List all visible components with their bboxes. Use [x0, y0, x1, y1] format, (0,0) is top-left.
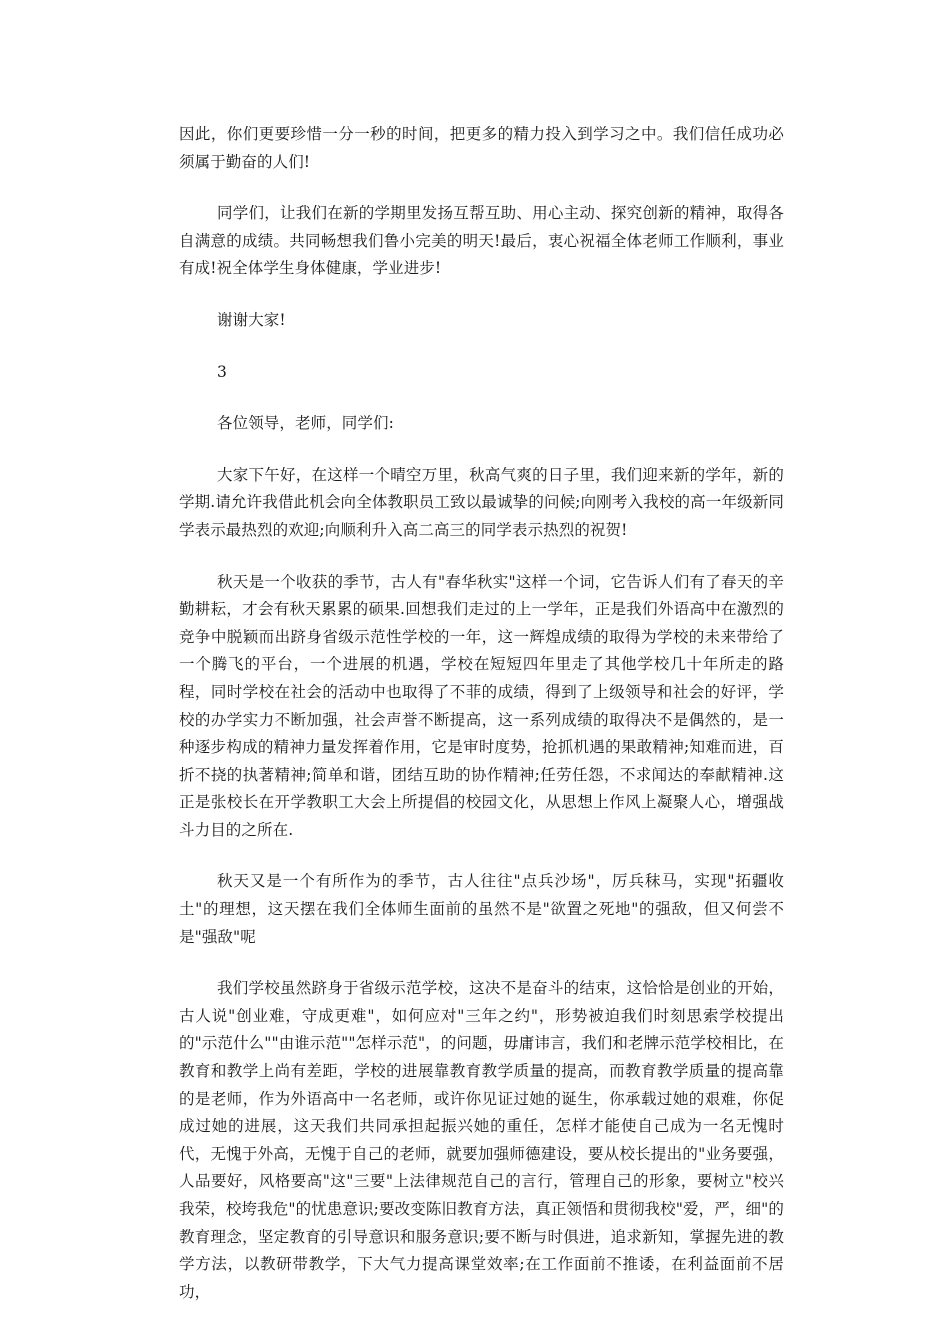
document-body	[179, 121, 784, 1330]
paragraph-thanks: 谢谢大家!	[217, 310, 286, 329]
paragraph-autumn-action: 秋天又是一个有所作为的季节，古人往往"点兵沙场"，厉兵秣马，实现"拓疆收土"的理想，这天摆在我们全体师生面前的虽然不是"欲置之死地"的强敌，但又何尝不是"强敌"呢	[179, 872, 784, 946]
section-number: 3	[217, 362, 227, 381]
salutation: 各位领导，老师，同学们:	[217, 414, 394, 433]
paragraph-greeting: 大家下午好，在这样一个晴空万里，秋高气爽的日子里，我们迎来新的学年，新的学期.请允许我借此机会向全体教职员工致以最诚挚的问候;向刚考入我校的高一年级新同学表示最热烈的欢迎;向顺利升入高二高三的同学表示热烈的祝贺!	[179, 465, 784, 539]
paragraph-autumn-harvest: 秋天是一个收获的季节，古人有"春华秋实"这样一个词，它告诉人们有了春天的辛勤耕耘，才会有秋天累累的硕果.回想我们走过的上一学年，正是我们外语高中在激烈的竞争中脱颖而出跻身省级示范性学校的一年，这一辉煌成绩的取得为学校的未来带给了一个腾飞的平台，一个进展的机遇，学校在短短四年里走了其他学校几十年所走的路程，同时学校在社会的活动中也取得了不菲的成绩，得到了上级领导和社会的好评，学校的办学实力不断加强，社会声誉不断提高，这一系列成绩的取得决不是偶然的，是一种逐步构成的精神力量发挥着作用，它是审时度势，抢抓机遇的果敢精神;知难而进，百折不挠的执著精神;简单和谐，团结互助的协作精神;任劳任怨，不求闻达的奉献精神.这正是张校长在开学教职工大会上所提倡的校园文化，从思想上作风上凝聚人心，增强战斗力目的之所在.	[179, 572, 784, 839]
paragraph-1: 因此，你们更要珍惜一分一秒的时间，把更多的精力投入到学习之中。我们信任成功必须属于勤奋的人们!	[179, 125, 784, 171]
paragraph-2: 同学们，让我们在新的学期里发扬互帮互助、用心主动、探究创新的精神，取得各自满意的成绩。共同畅想我们鲁小完美的明天!最后，衷心祝福全体老师工作顺利，事业有成!祝全体学生身体健康，学业进步!	[179, 204, 784, 278]
paragraph-school-demo: 我们学校虽然跻身于省级示范学校，这决不是奋斗的结束，这恰恰是创业的开始，古人说"创业难，守成更难"，如何应对"三年之约"，形势被迫我们时刻思索学校提出的"示范什么""由谁示范""怎样示范"，的问题，毋庸讳言，我们和老牌示范学校相比，在教育和教学上尚有差距，学校的进展靠教育教学质量的提高，而教育教学质量的提高靠的是老师，作为外语高中一名老师，或许你见证过她的诞生，你承载过她的艰难，你促成过她的进展，这天我们共同承担起振兴她的重任，怎样才能使自己成为一名无愧时代，无愧于外高，无愧于自己的老师，就要加强师德建设，要从校长提出的"业务要强，人品要好，风格要高"这"三要"上法律规范自己的言行，管理自己的形象，要树立"校兴我荣，校垮我危"的忧患意识;要改变陈旧教育方法，真正领悟和贯彻我校"爱，严，细"的教育理念，坚定教育的引导意识和服务意识;要不断与时俱进，追求新知，掌握先进的教学方法，以教研带教学，下大气力提高课堂效率;在工作面前不推诿，在利益面前不居功，	[179, 979, 784, 1301]
